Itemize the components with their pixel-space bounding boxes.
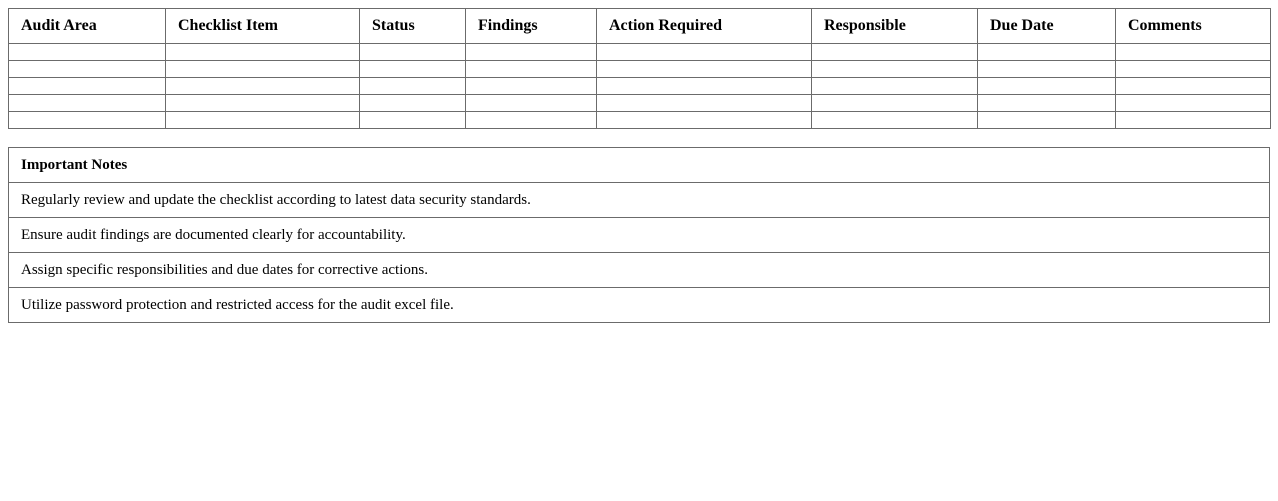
table-cell[interactable] <box>166 112 360 129</box>
table-cell[interactable] <box>9 44 166 61</box>
note-item: Regularly review and update the checklist according to latest data security standards. <box>9 183 1270 218</box>
table-cell[interactable] <box>1116 61 1271 78</box>
table-cell[interactable] <box>978 112 1116 129</box>
column-header-action-required: Action Required <box>597 9 812 44</box>
table-cell[interactable] <box>597 112 812 129</box>
table-cell[interactable] <box>597 44 812 61</box>
table-cell[interactable] <box>1116 95 1271 112</box>
note-row <box>9 288 1270 323</box>
note-item: Ensure audit findings are documented clearly for accountability. <box>9 218 1270 253</box>
column-header-due-date: Due Date <box>978 9 1116 44</box>
table-cell[interactable] <box>466 78 597 95</box>
table-cell[interactable] <box>597 61 812 78</box>
notes-header-row <box>9 148 1270 183</box>
notes-title: Important Notes <box>9 148 1270 183</box>
table-cell[interactable] <box>9 78 166 95</box>
note-item: Assign specific responsibilities and due dates for corrective actions. <box>9 253 1270 288</box>
column-header-comments: Comments <box>1116 9 1271 44</box>
important-notes-table <box>8 147 1270 323</box>
table-cell[interactable] <box>597 78 812 95</box>
table-row <box>9 112 1271 129</box>
table-row <box>9 44 1271 61</box>
table-cell[interactable] <box>1116 78 1271 95</box>
table-cell[interactable] <box>1116 112 1271 129</box>
table-cell[interactable] <box>978 95 1116 112</box>
column-header-responsible: Responsible <box>812 9 978 44</box>
table-cell[interactable] <box>166 44 360 61</box>
table-cell[interactable] <box>9 112 166 129</box>
table-cell[interactable] <box>360 61 466 78</box>
column-header-audit-area: Audit Area <box>9 9 166 44</box>
table-cell[interactable] <box>812 78 978 95</box>
table-cell[interactable] <box>360 78 466 95</box>
table-cell[interactable] <box>9 61 166 78</box>
table-cell[interactable] <box>466 44 597 61</box>
table-cell[interactable] <box>812 112 978 129</box>
audit-checklist-table <box>8 8 1271 129</box>
table-cell[interactable] <box>978 61 1116 78</box>
table-cell[interactable] <box>597 95 812 112</box>
note-item: Utilize password protection and restricted access for the audit excel file. <box>9 288 1270 323</box>
table-cell[interactable] <box>978 78 1116 95</box>
table-cell[interactable] <box>166 61 360 78</box>
table-cell[interactable] <box>9 95 166 112</box>
table-row <box>9 95 1271 112</box>
table-header-row <box>9 9 1271 44</box>
table-cell[interactable] <box>812 61 978 78</box>
table-cell[interactable] <box>466 61 597 78</box>
column-header-status: Status <box>360 9 466 44</box>
note-row <box>9 218 1270 253</box>
table-cell[interactable] <box>978 44 1116 61</box>
table-cell[interactable] <box>466 112 597 129</box>
table-cell[interactable] <box>466 95 597 112</box>
note-row <box>9 183 1270 218</box>
table-cell[interactable] <box>360 44 466 61</box>
table-cell[interactable] <box>360 112 466 129</box>
table-row <box>9 61 1271 78</box>
table-cell[interactable] <box>812 44 978 61</box>
table-row <box>9 78 1271 95</box>
column-header-checklist-item: Checklist Item <box>166 9 360 44</box>
table-cell[interactable] <box>812 95 978 112</box>
note-row <box>9 253 1270 288</box>
column-header-findings: Findings <box>466 9 597 44</box>
table-cell[interactable] <box>166 95 360 112</box>
table-cell[interactable] <box>1116 44 1271 61</box>
table-cell[interactable] <box>166 78 360 95</box>
table-cell[interactable] <box>360 95 466 112</box>
